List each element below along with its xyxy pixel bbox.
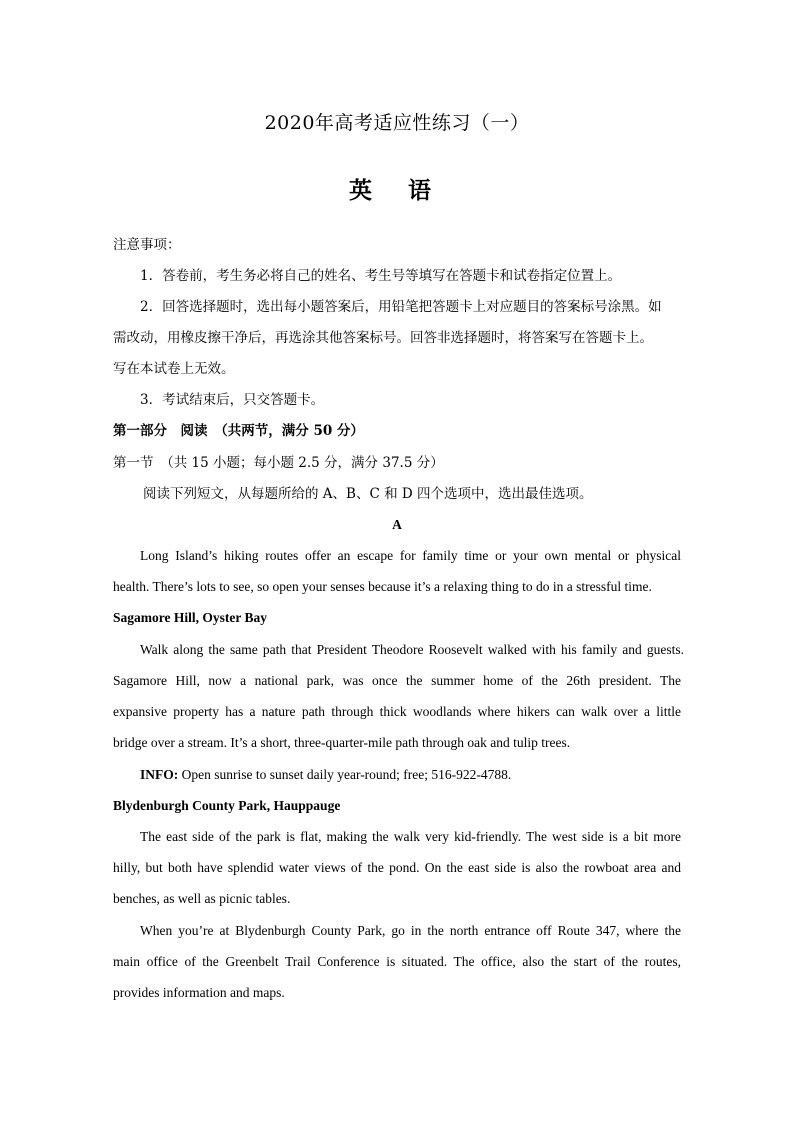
notice-item-3: 3．考试结束后，只交答题卡。 <box>140 392 325 408</box>
sagamore-line-3: expansive property has a nature path through thick woodlands where hikers can walk over a little <box>113 704 681 719</box>
intro-line-1: Long Island’s hiking routes offer an escape for family time or your own mental or physical <box>140 548 681 563</box>
blydenburgh-p2-line-1: When you’re at Blydenburgh County Park, go in the north entrance off Route 347, where the <box>140 923 681 938</box>
blydenburgh-p1-line-2: hilly, but both have splendid water views of the pond. On the east side is also the rowboat area and <box>113 860 681 875</box>
notice-heading: 注意事项： <box>113 237 181 253</box>
sagamore-line-2: Sagamore Hill, now a national park, was once the summer home of the 26th president. The <box>113 673 681 688</box>
section-title-sagamore-hill: Sagamore Hill, Oyster Bay <box>113 610 267 625</box>
blydenburgh-p2-line-3: provides information and maps. <box>113 985 285 1000</box>
section1-heading: 第一节 （共 15 小题；每小题 2.5 分，满分 37.5 分） <box>113 455 444 471</box>
sagamore-info <box>140 766 708 784</box>
part1-heading: 第一部分 阅读 （共两节，满分 50 分） <box>113 423 364 439</box>
notice-item-1: 1．答卷前，考生务必将自己的姓名、考生号等填写在答题卡和试卷指定位置上。 <box>140 268 622 284</box>
info-label: INFO: <box>140 767 179 782</box>
sagamore-line-4: bridge over a stream. It’s a short, three-quarter-mile path through oak and tulip trees. <box>113 735 571 750</box>
notice-item-2-line-3: 写在本试卷上无效。 <box>113 361 235 377</box>
notice-item-2-line-1: 2．回答选择题时，选出每小题答案后，用铅笔把答题卡上对应题目的答案标号涂黑。如 <box>140 299 662 315</box>
passage-label: A <box>392 517 402 532</box>
notice-item-2-line-2: 需改动，用橡皮擦干净后，再选涂其他答案标号。回答非选择题时，将答案写在答题卡上。 <box>113 330 653 346</box>
blydenburgh-p1-line-3: benches, as well as picnic tables. <box>113 891 291 906</box>
blydenburgh-p1-line-1: The east side of the park is flat, making the walk very kid-friendly. The west side is a bit more <box>140 829 681 844</box>
reading-instruction: 阅读下列短文，从每题所给的 A、B、C 和 D 四个选项中，选出最佳选项。 <box>143 486 593 502</box>
subject-title: 英 语 <box>348 177 445 204</box>
exam-title: 2020年高考适应性练习（一） <box>264 112 530 134</box>
section-title-blydenburgh: Blydenburgh County Park, Hauppauge <box>113 798 341 813</box>
info-text: Open sunrise to sunset daily year-round; free; 516-922-4788. <box>181 767 512 782</box>
blydenburgh-p2-line-2: main office of the Greenbelt Trail Conference is situated. The office, also the start of the routes, <box>113 954 681 969</box>
intro-line-2: health. There’s lots to see, so open your senses because it’s a relaxing thing to do in a stressful time. <box>113 579 652 594</box>
sagamore-line-1: Walk along the same path that President Theodore Roosevelt walked with his family and guests. <box>140 642 684 657</box>
